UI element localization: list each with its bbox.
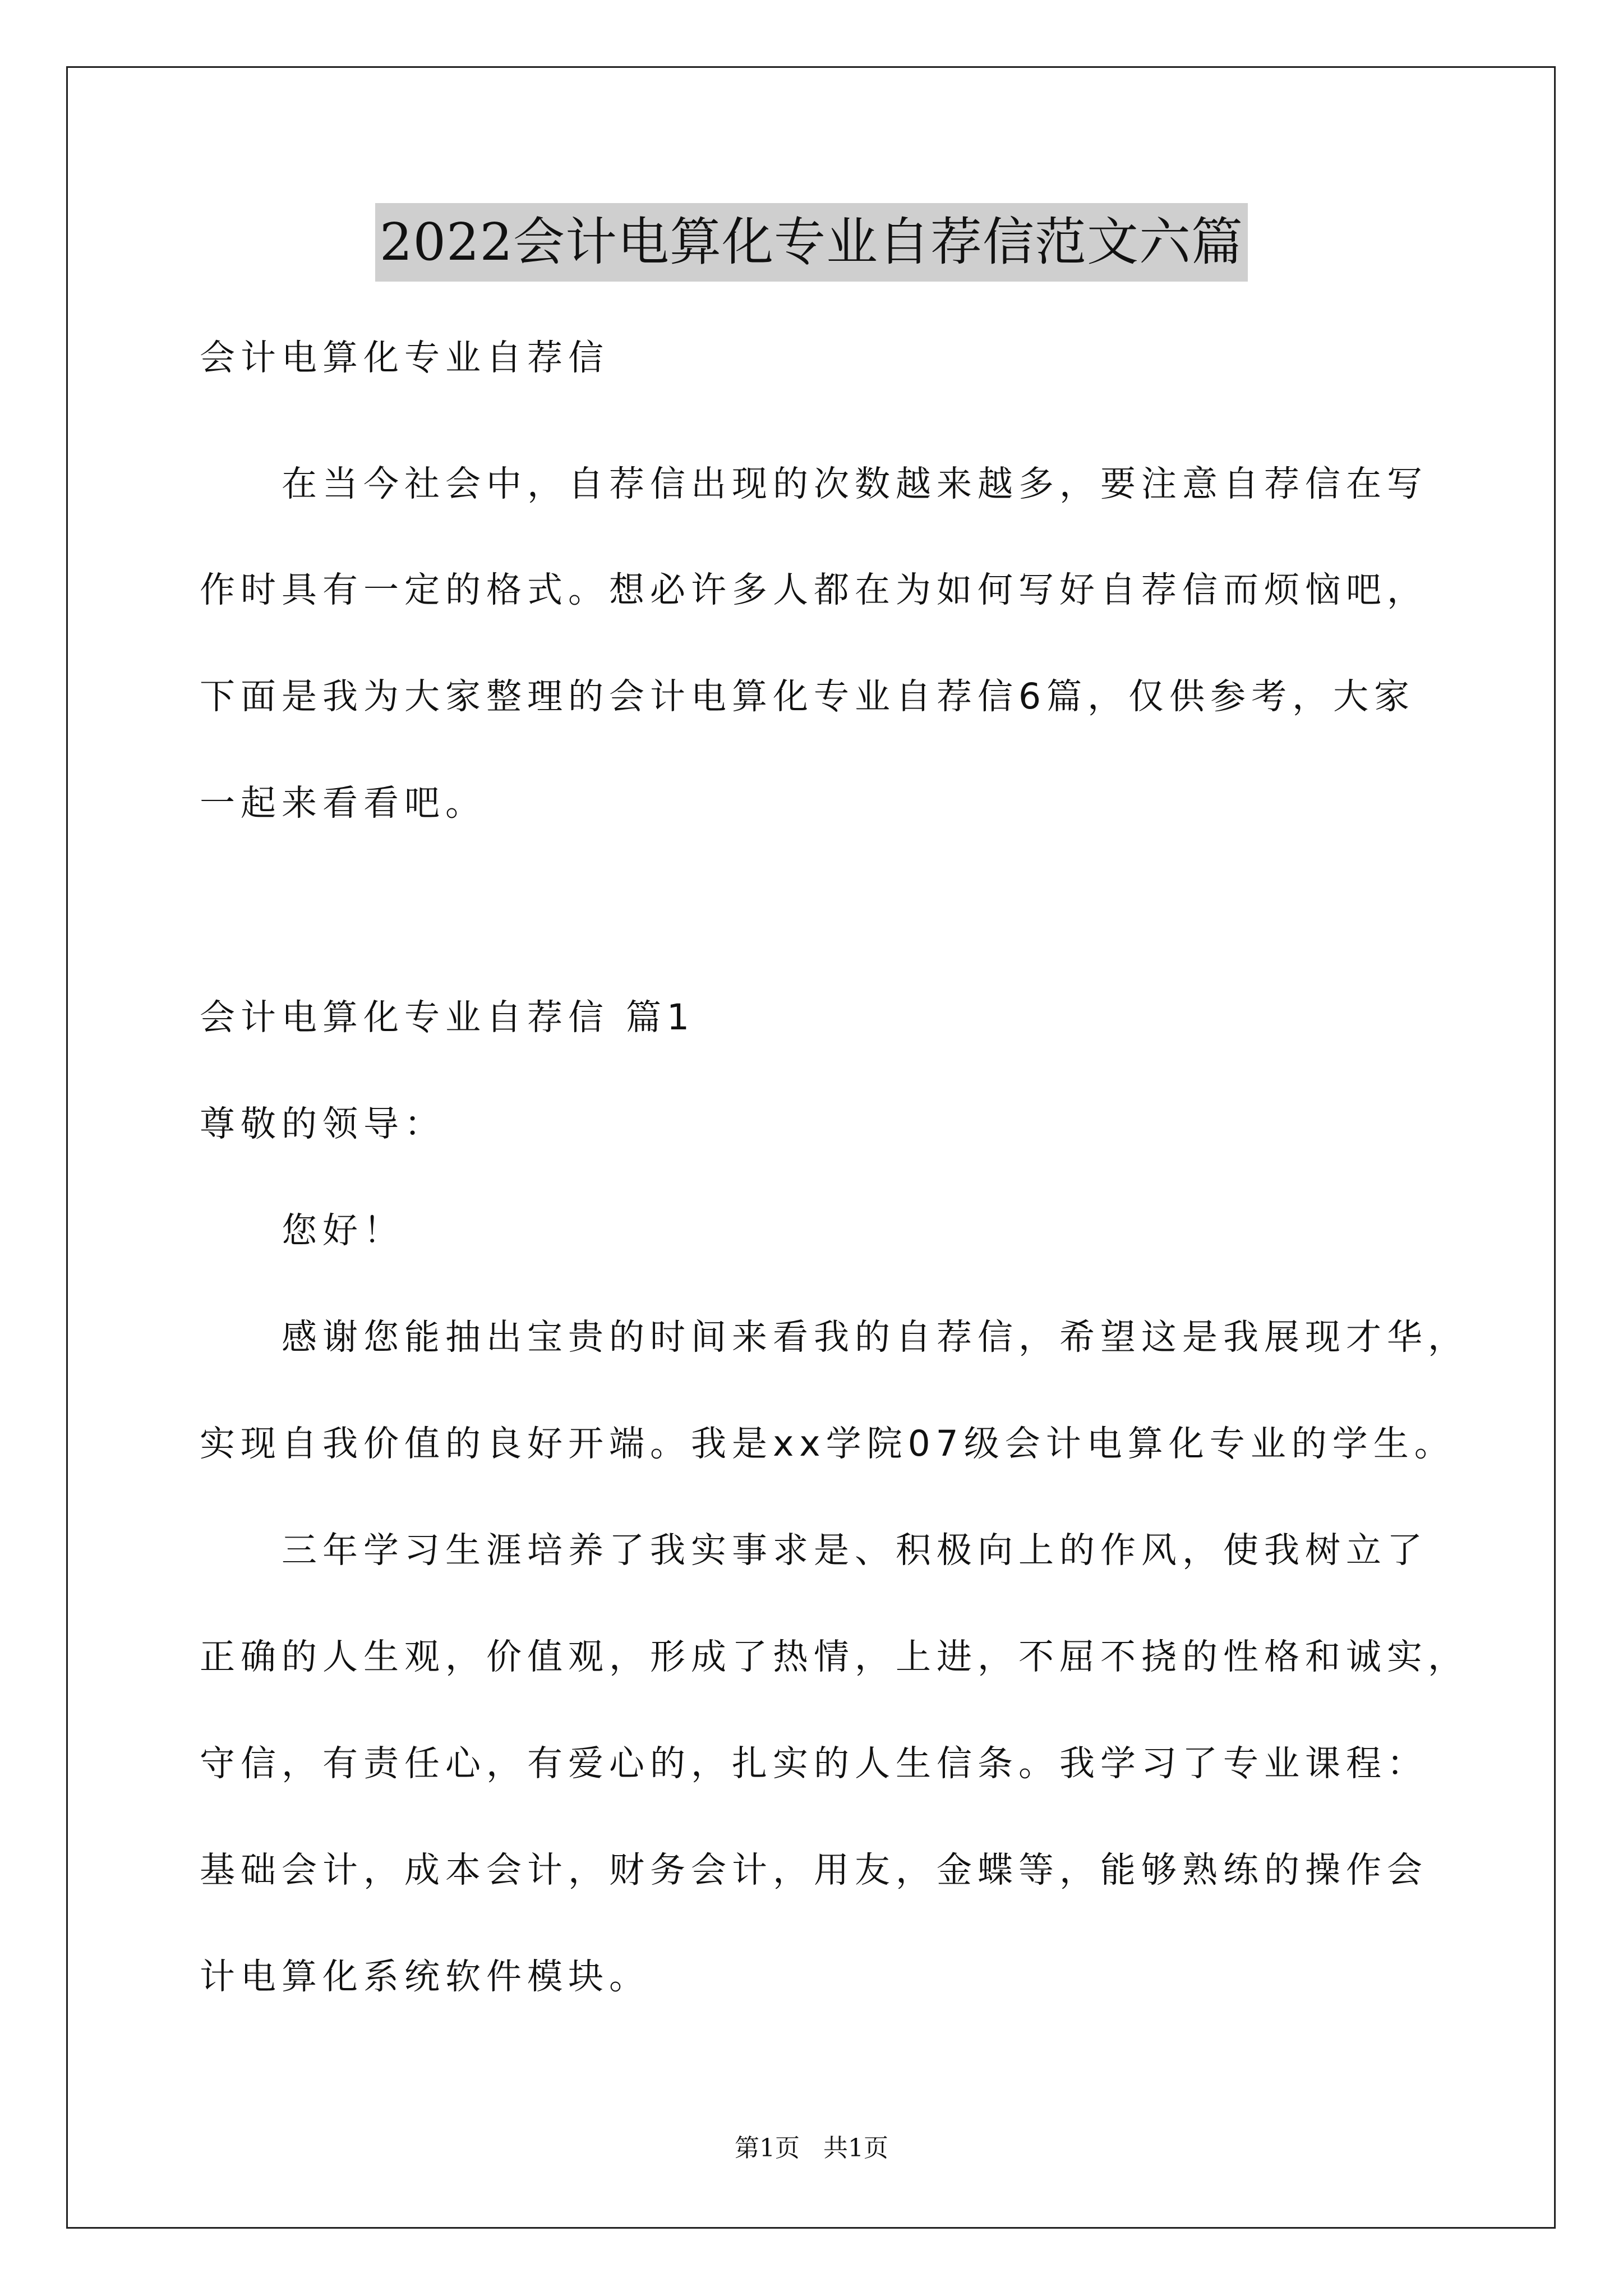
page-border bbox=[66, 66, 1556, 2229]
section-heading: 会计电算化专业自荐信 篇1 bbox=[200, 997, 695, 1038]
greeting: 您好！ bbox=[282, 1210, 404, 1251]
paragraph-line: 作时具有一定的格式。想必许多人都在为如何写好自荐信而烦恼吧， bbox=[200, 569, 1428, 610]
paragraph-line: 一起来看看吧。 bbox=[200, 783, 486, 823]
paragraph-line: 在当今社会中，自荐信出现的次数越来越多，要注意自荐信在写 bbox=[282, 463, 1428, 504]
title-container bbox=[0, 203, 1623, 282]
paragraph-line: 基础会计，成本会计，财务会计，用友，金蝶等，能够熟练的操作会 bbox=[200, 1849, 1428, 1890]
section-heading: 会计电算化专业自荐信 bbox=[200, 337, 609, 378]
paragraph-line: 感谢您能抽出宝贵的时间来看我的自荐信，希望这是我展现才华， bbox=[282, 1317, 1469, 1358]
paragraph-line: 正确的人生观，价值观，形成了热情，上进，不屈不挠的性格和诚实， bbox=[200, 1636, 1469, 1677]
document-title: 2022会计电算化专业自荐信范文六篇 bbox=[375, 203, 1248, 282]
paragraph-line: 计电算化系统软件模块。 bbox=[200, 1956, 650, 1997]
paragraph-line: 三年学习生涯培养了我实事求是、积极向上的作风，使我树立了 bbox=[282, 1530, 1428, 1571]
page-number: 第1页 bbox=[735, 2134, 800, 2162]
paragraph-line: 下面是我为大家整理的会计电算化专业自荐信6篇，仅供参考，大家 bbox=[200, 676, 1415, 717]
page-footer bbox=[0, 2132, 1623, 2165]
page-total: 共1页 bbox=[823, 2134, 888, 2162]
paragraph-line: 守信，有责任心，有爱心的，扎实的人生信条。我学习了专业课程： bbox=[200, 1743, 1428, 1784]
salutation: 尊敬的领导： bbox=[200, 1103, 445, 1144]
paragraph-line: 实现自我价值的良好开端。我是xx学院07级会计电算化专业的学生。 bbox=[200, 1423, 1455, 1464]
